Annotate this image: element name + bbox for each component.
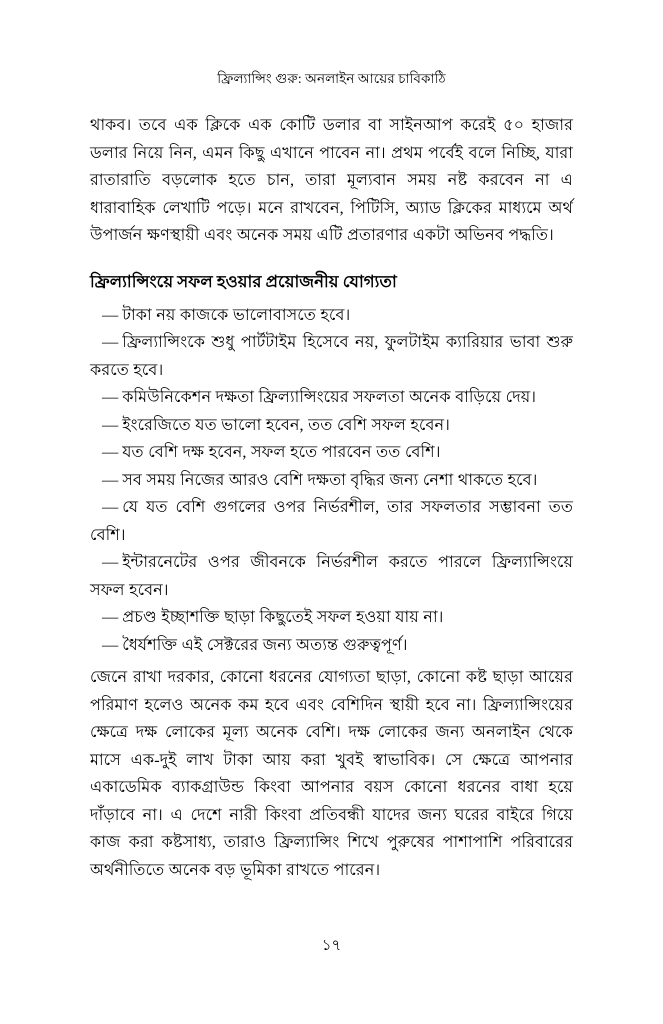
list-item	[90, 384, 573, 412]
em-dash-marker: —	[102, 608, 119, 626]
list-item-text: টাকা নয় কাজকে ভালোবাসতে হবে।	[122, 305, 351, 324]
list-item-text: যে যত বেশি গুগলের ওপর নির্ভরশীল, তার সফলতার সম্ভাবনা তত বেশি।	[90, 498, 573, 544]
list-item	[90, 439, 573, 467]
list-item	[90, 632, 573, 660]
list-item-text: ইংরেজিতে যত ভালো হবেন, তত বেশি সফল হবেন।	[122, 415, 450, 434]
em-dash-marker: —	[102, 443, 119, 461]
list-item-text: প্রচণ্ড ইচ্ছাশক্তি ছাড়া কিছুতেই সফল হওয়া যায় না।	[122, 608, 444, 626]
em-dash-marker: —	[102, 415, 119, 434]
list-item	[90, 302, 573, 330]
list-item-text: যত বেশি দক্ষ হবেন, সফল হতে পারবেন তত বেশি।	[122, 443, 441, 461]
em-dash-marker: —	[102, 635, 119, 654]
list-item-text: কমিউনিকেশন দক্ষতা ফ্রিল্যান্সিংয়ের সফলতা অনেক বাড়িয়ে দেয়।	[122, 388, 537, 406]
list-item	[90, 604, 573, 632]
list-item	[90, 412, 573, 440]
opening-paragraph: থাকব। তবে এক ক্লিকে এক কোটি ডলার বা সাইনআপ করেই ৫০ হাজার ডলার নিয়ে নিন, এমন কিছু এখানে পাবেন না। প্রথম পর্বেই বলে নিচ্ছি, যারা রাতারাতি বড়লোক হতে চান, তারা মূল্যবান সময় নষ্ট করবেন না এ ধারাবাহিক লেখাটি পড়ে। মনে রাখবেন, পিটিসি, অ্যাড ক্লিকের মাধ্যমে অর্থ উপার্জন ক্ষণস্থায়ী এবং অনেক সময় এটি প্রতারণার একটা অভিনব পদ্ধতি।	[90, 116, 573, 244]
list-item-text: ফ্রিল্যান্সিংকে শুধু পার্টটাইম হিসেবে নয়, ফুলটাইম ক্যারিয়ার ভাবা শুরু করতে হবে।	[90, 333, 573, 379]
page-number: ১৭	[321, 938, 342, 954]
list-item-text: সব সময় নিজের আরও বেশি দক্ষতা বৃদ্ধির জন্য নেশা থাকতে হবে।	[122, 470, 538, 489]
closing-paragraph: জেনে রাখা দরকার, কোনো ধরনের যোগ্যতা ছাড়া, কোনো কষ্ট ছাড়া আয়ের পরিমাণ হলেও অনেক কম হবে এবং বেশিদিন স্থায়ী হবে না। ফ্রিল্যান্সিংয়ের ক্ষেত্রে দক্ষ লোকের মূল্য অনেক বেশি। দক্ষ লোকের জন্য অনলাইন থেকে মাসে এক-দুই লাখ টাকা আয় করা খুবই স্বাভাবিক। সে ক্ষেত্রে আপনার একাডেমিক ব্যাকগ্রাউন্ড কিংবা আপনার বয়স কোনো ধরনের বাধা হয়ে দাঁড়াবে না। এ দেশে নারী কিংবা প্রতিবন্ধী যাদের জন্য ঘরের বাইরে গিয়ে কাজ করা কষ্টসাধ্য, তারাও ফ্রিল্যান্সিং শিখে পুরুষের পাশাপাশি পরিবারের অর্থনীতিতে অনেক বড় ভূমিকা রাখতে পারেন।	[90, 668, 573, 879]
list-item-text: ইন্টারনেটের ওপর জীবনকে নির্ভরশীল করতে পারলে ফ্রিল্যান্সিংয়ে সফল হবেন।	[90, 553, 573, 599]
list-item	[90, 549, 573, 604]
list-item	[90, 329, 573, 384]
em-dash-marker: —	[102, 388, 119, 406]
em-dash-marker: —	[102, 333, 119, 351]
qualification-list	[90, 302, 573, 660]
list-item	[90, 494, 573, 549]
page-content	[90, 112, 573, 884]
list-item	[90, 467, 573, 495]
em-dash-marker: —	[102, 498, 119, 516]
list-item-text: ধৈর্যশক্তি এই সেক্টরের জন্য অত্যন্ত গুরুত্বপূর্ণ।	[122, 635, 408, 654]
em-dash-marker: —	[102, 305, 119, 324]
running-header: ফ্রিল্যান্সিং গুরু: অনলাইন আয়ের চাবিকাঠি	[217, 71, 446, 86]
em-dash-marker: —	[102, 553, 119, 571]
em-dash-marker: —	[102, 470, 119, 489]
section-heading: ফ্রিল্যান্সিংয়ে সফল হওয়ার প্রয়োজনীয় যোগ্যতা	[90, 271, 397, 291]
